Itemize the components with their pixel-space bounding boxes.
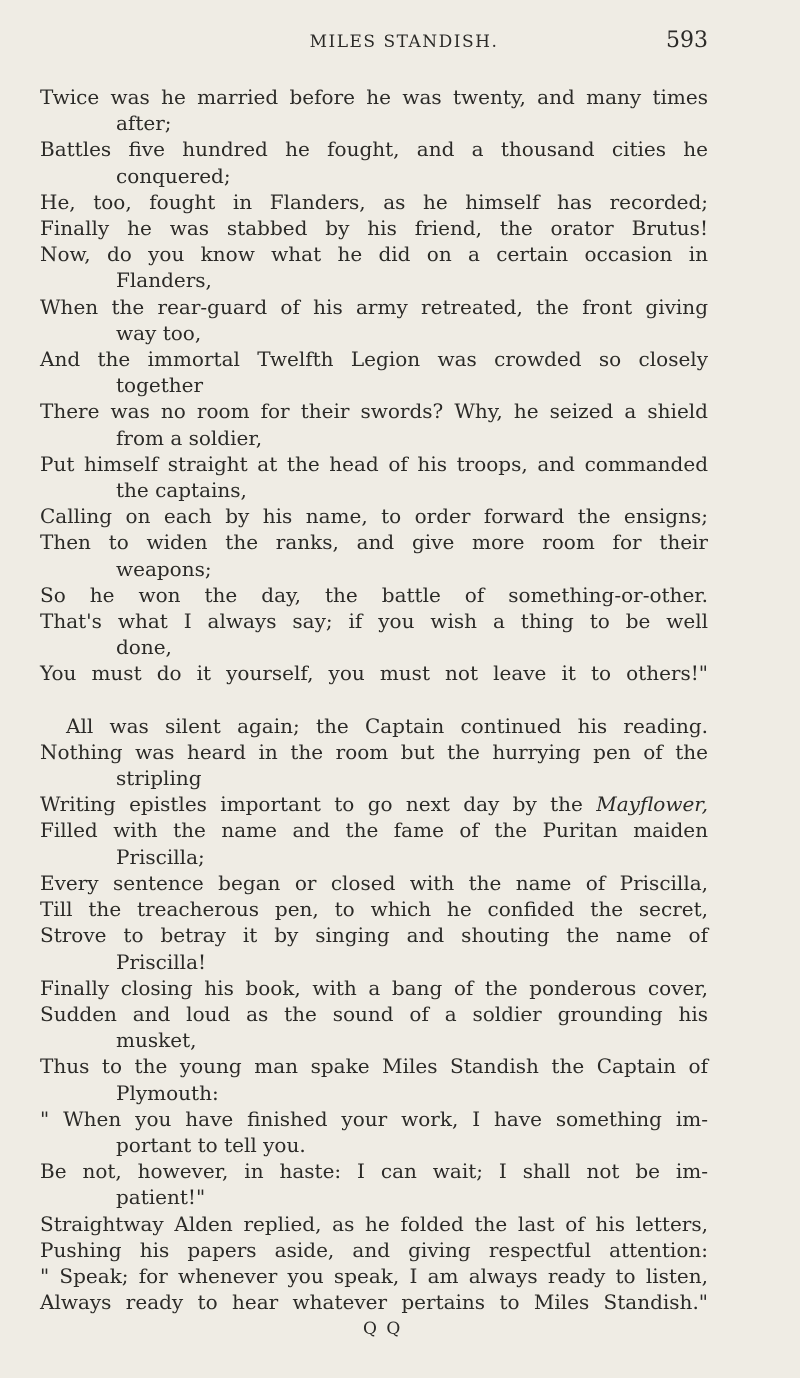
- verse-line: [40, 713, 708, 739]
- verse-line-text: He, too, fought in Flanders, as he himself has recorded;: [40, 189, 708, 214]
- verse-line-text: All was silent again; the Captain continued his reading.: [66, 713, 708, 738]
- stanza-2: [40, 713, 708, 1316]
- verse-line: [40, 1158, 708, 1184]
- verse-line: [40, 791, 708, 817]
- verse-continuation: Plymouth:: [116, 1080, 219, 1105]
- verse-line-text: Then to widen the ranks, and give more room for their: [40, 530, 708, 555]
- verse-line-text: Nothing was heard in the room but the hurrying pen of the: [40, 739, 708, 764]
- verse-line-text: You must do it yourself, you must not leave it to others!": [40, 661, 708, 686]
- verse-line: [40, 1289, 708, 1315]
- verse-line: [40, 582, 708, 608]
- verse-line: [40, 1053, 708, 1079]
- verse-line: [40, 529, 708, 555]
- verse-line-text: Pushing his papers aside, and giving respectful attention:: [40, 1237, 708, 1262]
- verse-line-text: There was no room for their swords? Why, he seized a shield: [40, 399, 708, 424]
- stanza-gap: [40, 687, 708, 713]
- verse-line: [40, 136, 708, 162]
- verse-continuation: Flanders,: [116, 268, 212, 293]
- verse-line-text: That's what I always say; if you wish a thing to be well: [40, 609, 708, 634]
- verse-line: [40, 1237, 708, 1263]
- ship-name-italic: Mayflower,: [596, 792, 709, 817]
- verse-continuation: the captains,: [116, 478, 247, 503]
- verse-continuation: weapons;: [116, 556, 212, 581]
- verse-line: [40, 241, 708, 267]
- verse-line: [40, 975, 708, 1001]
- verse-line: [40, 1263, 708, 1289]
- verse-line: [40, 503, 708, 529]
- verse-continuation: conquered;: [116, 163, 231, 188]
- verse-line: [40, 398, 708, 424]
- verse-continuation: patient!": [116, 1185, 206, 1210]
- verse-continuation: way too,: [116, 320, 202, 345]
- verse-line-text: " When you have finished your work, I have something im-: [40, 1106, 708, 1131]
- poem-text: [40, 84, 708, 1315]
- verse-line: [40, 215, 708, 241]
- verse-line: [40, 294, 708, 320]
- verse-line: [40, 189, 708, 215]
- verse-line-text: So he won the day, the battle of something-or-other.: [40, 582, 708, 607]
- page-number: 593: [666, 28, 708, 53]
- verse-line: [40, 346, 708, 372]
- verse-line-text: Always ready to hear whatever pertains to Miles Standish.": [40, 1290, 708, 1315]
- verse-line-text: Sudden and loud as the sound of a soldier grounding his: [40, 1001, 708, 1026]
- verse-line-text: Put himself straight at the head of his troops, and commanded: [40, 451, 708, 476]
- verse-line-text: Filled with the name and the fame of the Puritan maiden: [40, 818, 708, 843]
- verse-line-text: Straightway Alden replied, as he folded the last of his letters,: [40, 1211, 708, 1236]
- verse-line-text: Calling on each by his name, to order forward the ensigns;: [40, 504, 708, 529]
- page-header: [40, 28, 708, 62]
- verse-line: [40, 817, 708, 843]
- verse-line-text: Strove to betray it by singing and shouting the name of: [40, 923, 708, 948]
- verse-line-text: And the immortal Twelfth Legion was crowded so closely: [40, 347, 708, 372]
- verse-continuation: musket,: [116, 1028, 197, 1053]
- verse-line: [40, 739, 708, 765]
- verse-continuation: after;: [116, 111, 172, 136]
- verse-continuation: from a soldier,: [116, 425, 263, 450]
- verse-line-text: Twice was he married before he was twenty, and many times: [40, 85, 708, 109]
- verse-line: [40, 922, 708, 948]
- verse-line: [40, 870, 708, 896]
- running-title: MILES STANDISH.: [309, 32, 499, 52]
- verse-continuation: stripling: [116, 766, 202, 791]
- stanza-1: [40, 84, 708, 687]
- verse-line: [40, 660, 708, 686]
- verse-continuation: done,: [116, 635, 172, 660]
- verse-line-text: Till the treacherous pen, to which he confided the secret,: [40, 897, 708, 922]
- verse-line: [40, 84, 708, 110]
- verse-continuation: portant to tell you.: [116, 1132, 306, 1157]
- verse-continuation: together: [116, 373, 204, 398]
- verse-line-text: Finally closing his book, with a bang of the ponderous cover,: [40, 975, 708, 1000]
- verse-line: [40, 896, 708, 922]
- verse-continuation: Priscilla!: [116, 949, 207, 974]
- verse-line: [40, 1106, 708, 1132]
- verse-line-text: Battles five hundred he fought, and a thousand cities he: [40, 137, 708, 162]
- verse-line-text: Be not, however, in haste: I can wait; I shall not be im-: [40, 1159, 708, 1184]
- verse-line-text: Finally he was stabbed by his friend, the orator Brutus!: [40, 216, 708, 241]
- verse-line-text: Thus to the young man spake Miles Standish the Captain of: [40, 1054, 708, 1079]
- verse-line: [40, 1211, 708, 1237]
- verse-line: [40, 451, 708, 477]
- verse-line: [40, 1001, 708, 1027]
- verse-continuation: Priscilla;: [116, 844, 205, 869]
- verse-line-text: Every sentence began or closed with the name of Priscilla,: [40, 870, 708, 895]
- signature-mark: Q Q: [363, 1319, 403, 1340]
- verse-line-text: When the rear-guard of his army retreated, the front giving: [40, 294, 708, 319]
- verse-line-text: Writing epistles important to go next day by the: [40, 792, 583, 817]
- verse-line-text: " Speak; for whenever you speak, I am always ready to listen,: [40, 1263, 708, 1288]
- verse-line: [40, 608, 708, 634]
- verse-line-text: Now, do you know what he did on a certain occasion in: [40, 242, 708, 267]
